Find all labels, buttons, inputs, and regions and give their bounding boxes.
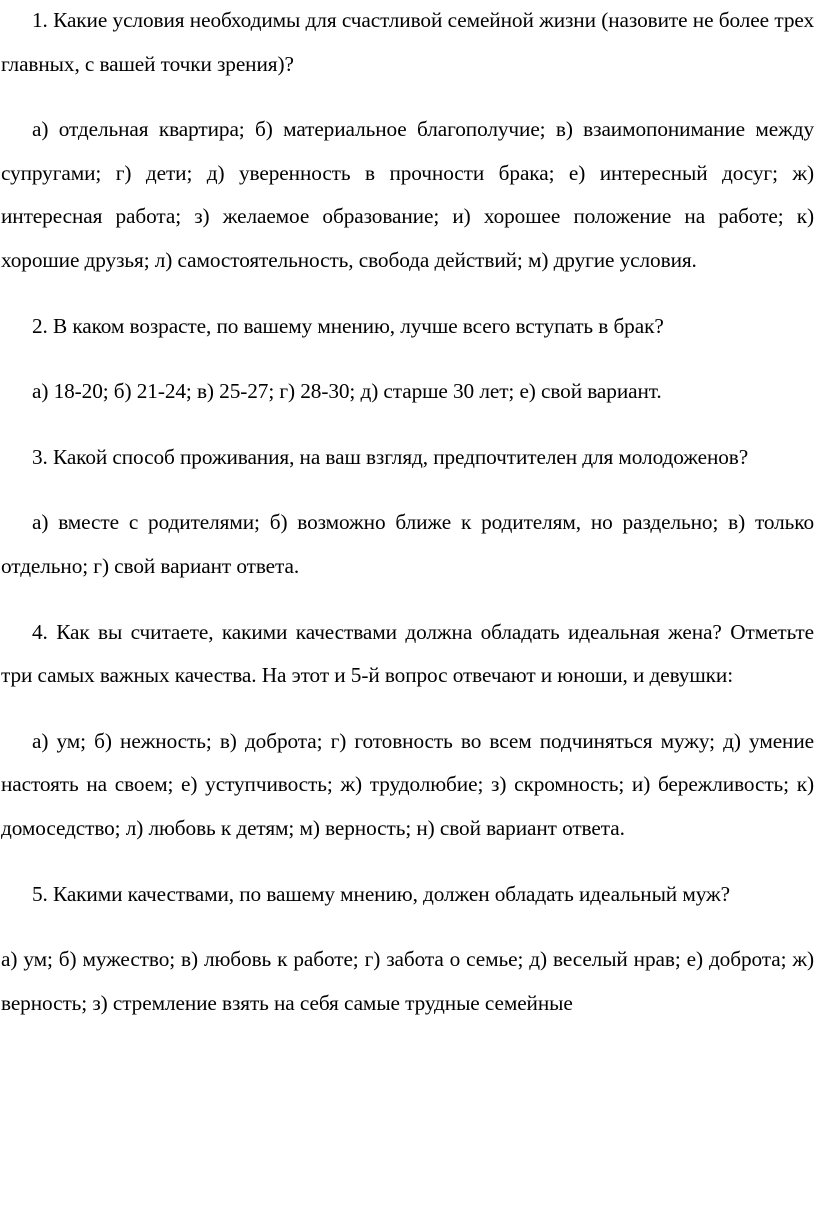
answers-2: а) 18-20; б) 21-24; в) 25-27; г) 28-30; д) старше 30 лет; е) свой вариант. — [32, 379, 662, 404]
spacer — [1, 86, 814, 108]
question-4: 4. Как вы считаете, какими качествами должна обладать идеальная жена? Отметьте три самых важных качества. На этот и 5-й вопрос отвечают и юноши, и девушки: — [1, 619, 814, 688]
spacer — [1, 348, 814, 370]
answers-5: а) ум; б) мужество; в) любовь к работе; г) забота о семье; д) веселый нрав; е) доброта; ж) верность; з) стремление взять на себя самые трудные семейные — [1, 947, 814, 1015]
question-5: 5. Какими качествами, по вашему мнению, должен обладать идеальный муж? — [32, 881, 730, 906]
spacer — [1, 916, 814, 938]
answers-1: а) отдельная квартира; б) материальное благополучие; в) взаимопонимание между супругами; г) дети; д) уверенность в прочности брака; е) интересный досуг; ж) интересная работа; з) желаемое образование; и) хорошее положение на работе; к) хорошие друзья; л) самостоятельность, свобода действий; м) другие условия. — [1, 117, 814, 272]
question-1: 1. Какие условия необходимы для счастливой семейной жизни (назовите не более трех главных, с вашей точки зрения)? — [1, 8, 814, 76]
spacer — [1, 479, 814, 501]
spacer — [1, 851, 814, 873]
question-2: 2. В каком возрасте, по вашему мнению, лучше всего вступать в брак? — [32, 313, 664, 338]
spacer — [1, 283, 814, 305]
question-3: 3. Какой способ проживания, на ваш взгляд, предпочтителен для молодоженов? — [32, 444, 749, 469]
answers-3: а) вместе с родителями; б) возможно ближе к родителям, но раздельно; в) только отдельно; г) свой вариант ответа. — [1, 510, 814, 578]
answers-4: а) ум; б) нежность; в) доброта; г) готовность во всем подчиняться мужу; д) умение настоять на своем; е) уступчивость; ж) трудолюбие; з) скромность; и) бережливость; к) домоседство; л) любовь к детям; м) верность; н) свой вариант ответа. — [1, 728, 814, 840]
spacer — [1, 414, 814, 436]
spacer — [1, 698, 814, 720]
spacer — [1, 589, 814, 611]
